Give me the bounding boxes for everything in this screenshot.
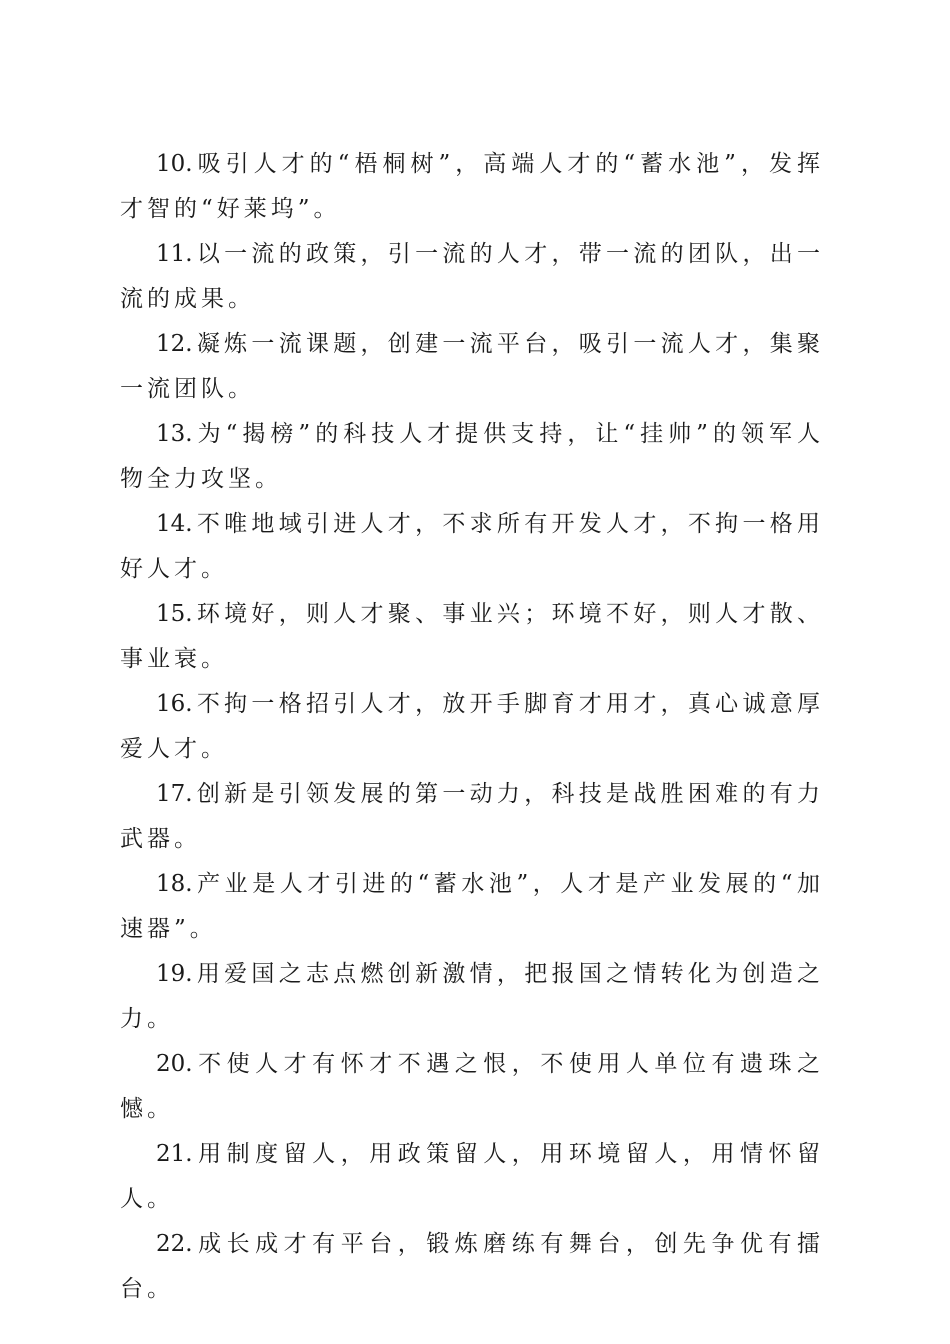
- item-text: 吸引人才的“梧桐树”，高端人才的“蓄水池”，发挥才智的“好莱坞”。: [120, 151, 824, 222]
- item-number: 13.: [156, 421, 193, 447]
- list-item: [120, 142, 824, 232]
- item-text: 环境好，则人才聚、事业兴；环境不好，则人才散、事业衰。: [120, 601, 824, 672]
- list-item: [120, 232, 824, 322]
- item-text: 用制度留人，用政策留人，用环境留人，用情怀留人。: [120, 1141, 824, 1212]
- list-item: [120, 772, 824, 862]
- item-number: 18.: [156, 871, 193, 897]
- item-number: 11.: [156, 241, 193, 267]
- item-number: 20.: [156, 1051, 193, 1077]
- item-text: 成长成才有平台，锻炼磨练有舞台，创先争优有擂台。: [120, 1231, 824, 1302]
- list-item: [120, 322, 824, 412]
- list-item: [120, 1222, 824, 1312]
- item-number: 19.: [156, 961, 193, 987]
- list-item: [120, 1042, 824, 1132]
- item-text: 不拘一格招引人才，放开手脚育才用才，真心诚意厚爱人才。: [120, 691, 824, 762]
- list-item: [120, 682, 824, 772]
- item-text: 用爱国之志点燃创新激情，把报国之情转化为创造之力。: [120, 961, 824, 1032]
- item-number: 21.: [156, 1141, 193, 1167]
- item-text: 创新是引领发展的第一动力，科技是战胜困难的有力武器。: [120, 781, 824, 852]
- list-item: [120, 502, 824, 592]
- list-item: [120, 862, 824, 952]
- list-item: [120, 952, 824, 1042]
- item-number: 10.: [156, 151, 193, 177]
- list-item: [120, 1132, 824, 1222]
- item-number: 14.: [156, 511, 193, 537]
- item-text: 不唯地域引进人才，不求所有开发人才，不拘一格用好人才。: [120, 511, 824, 582]
- item-text: 以一流的政策，引一流的人才，带一流的团队，出一流的成果。: [120, 241, 824, 312]
- item-text: 不使人才有怀才不遇之恨，不使用人单位有遗珠之憾。: [120, 1051, 824, 1122]
- item-number: 17.: [156, 781, 193, 807]
- item-number: 12.: [156, 331, 193, 357]
- list-item: [120, 592, 824, 682]
- item-number: 16.: [156, 691, 193, 717]
- document-body: [120, 142, 824, 1312]
- item-text: 凝炼一流课题，创建一流平台，吸引一流人才，集聚一流团队。: [120, 331, 824, 402]
- item-text: 产业是人才引进的“蓄水池”，人才是产业发展的“加速器”。: [120, 871, 824, 942]
- item-number: 22.: [156, 1231, 193, 1257]
- list-item: [120, 412, 824, 502]
- item-number: 15.: [156, 601, 193, 627]
- item-text: 为“揭榜”的科技人才提供支持，让“挂帅”的领军人物全力攻坚。: [120, 421, 824, 492]
